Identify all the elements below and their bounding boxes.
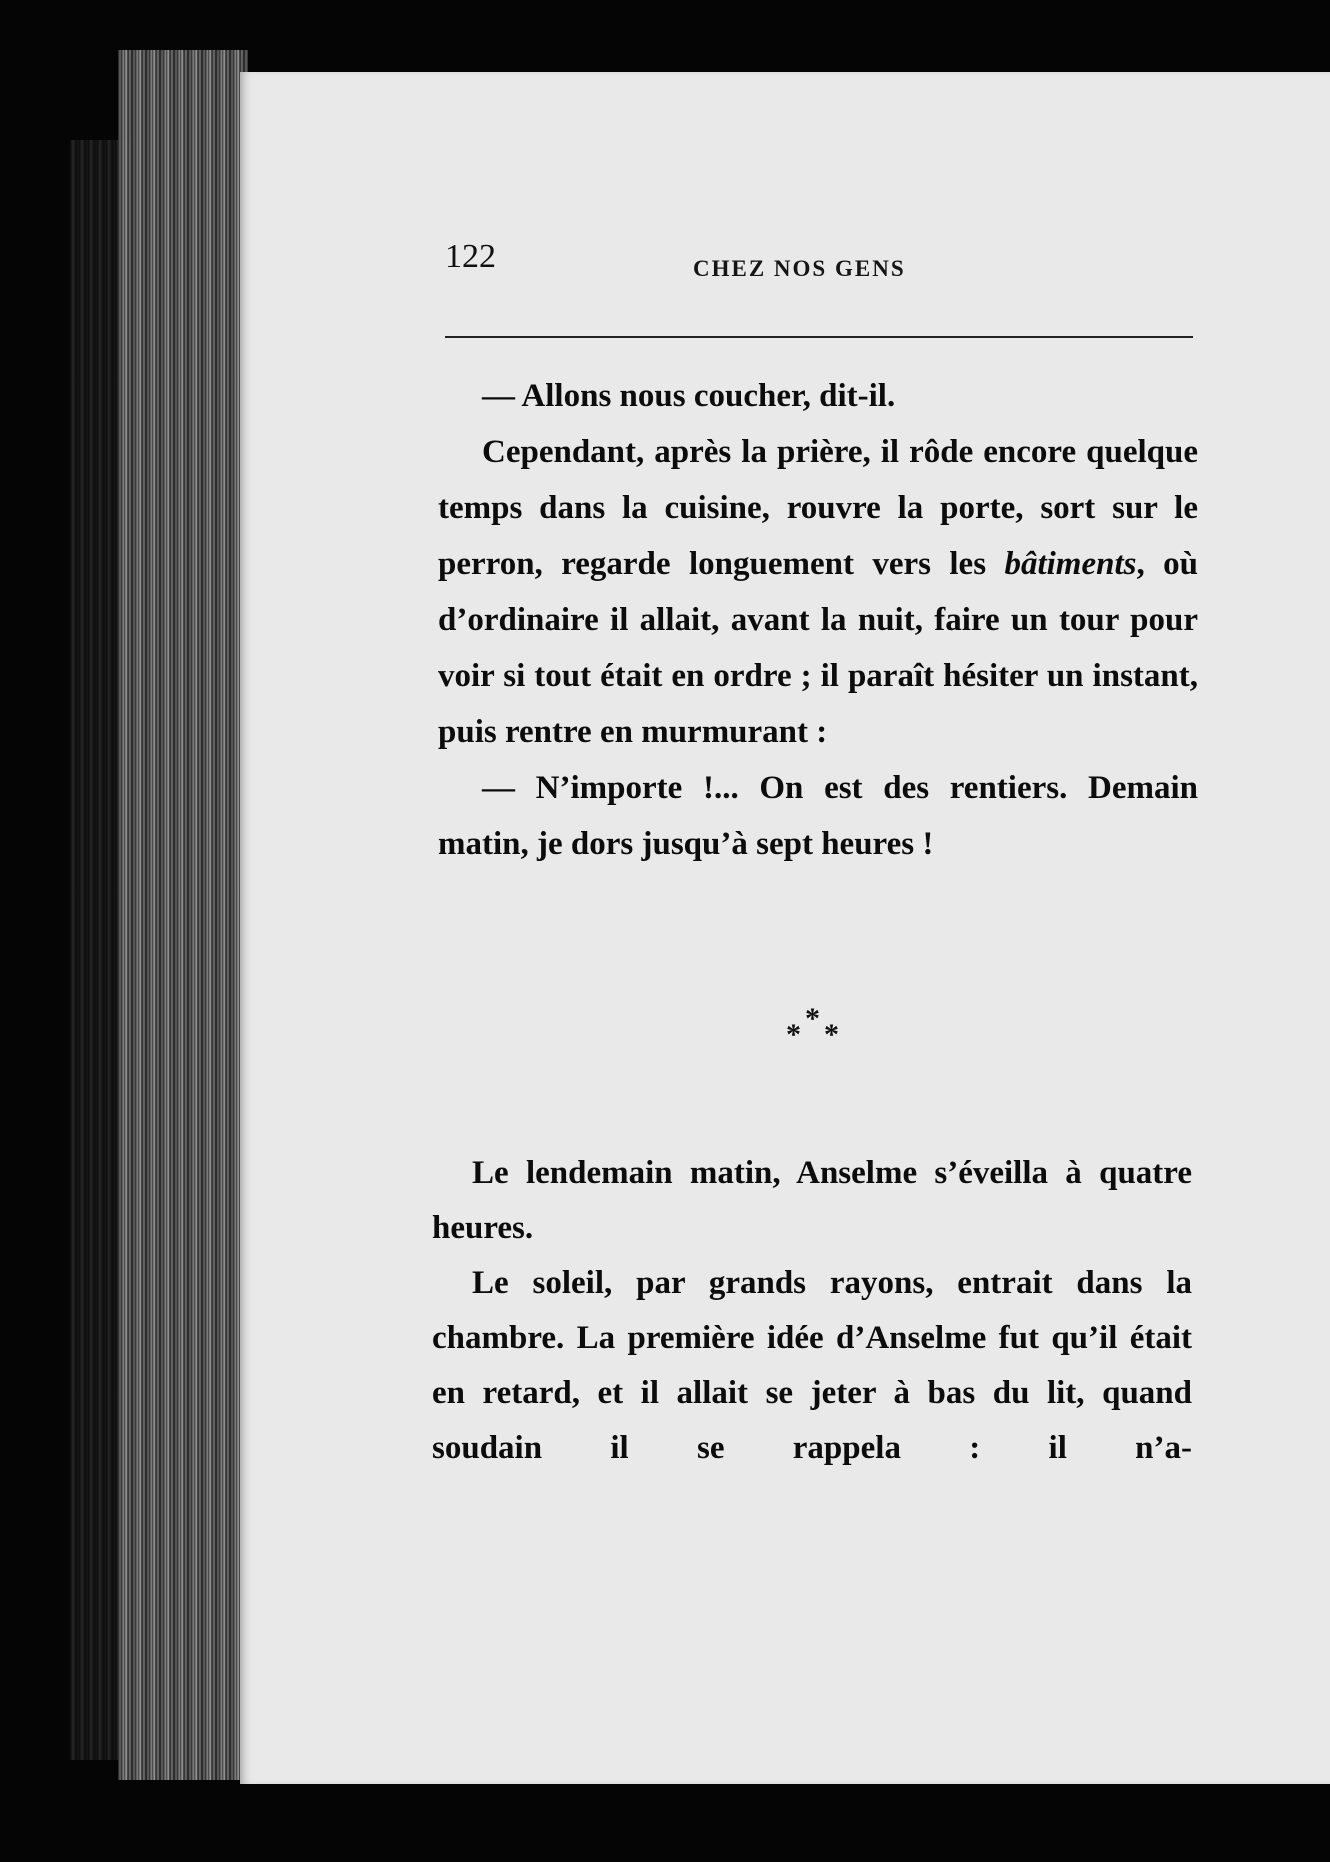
paragraph: — N’importe !... On est des rentiers. Demain matin, je dors jusqu’à sept heures ! (438, 770, 1198, 862)
page-number: 122 (445, 238, 496, 275)
paragraph-text: Cependant, après la prière, il rôde encore quelque temps dans la cuisine, rouvre la porte, sort sur le perron, regarde longuement vers les (438, 434, 1198, 582)
section-separator (778, 1002, 858, 1070)
paragraph: Le soleil, par grands rayons, entrait dans la chambre. La première idée d’Anselme fut qu’il était en retard, et il allait se jeter à bas du lit, quand soudain il se rappela : il n’a- (432, 1265, 1192, 1466)
separator-star: * (805, 1002, 820, 1035)
separator-star: * (786, 1018, 801, 1051)
header-rule (445, 336, 1193, 338)
book-title: CHEZ NOS GENS (693, 256, 906, 281)
body-text-section-1 (438, 368, 1198, 872)
paragraph (438, 424, 1198, 760)
italic-word: bâtiments (1004, 546, 1137, 582)
running-head (445, 238, 1205, 288)
paragraph: — Allons nous coucher, dit-il. (482, 378, 896, 414)
body-text-section-2 (432, 1146, 1192, 1476)
book-page-edges (118, 50, 248, 1780)
separator-star: * (824, 1018, 839, 1051)
book-page (240, 72, 1330, 1784)
paragraph: Le lendemain matin, Anselme s’éveilla à quatre heures. (432, 1155, 1192, 1246)
paragraph-text: , où d’ordinaire il allait, avant la nuit, faire un tour pour voir si tout était en ordre ; il paraît hésiter un instant, puis rentre en murmurant : (438, 546, 1198, 750)
